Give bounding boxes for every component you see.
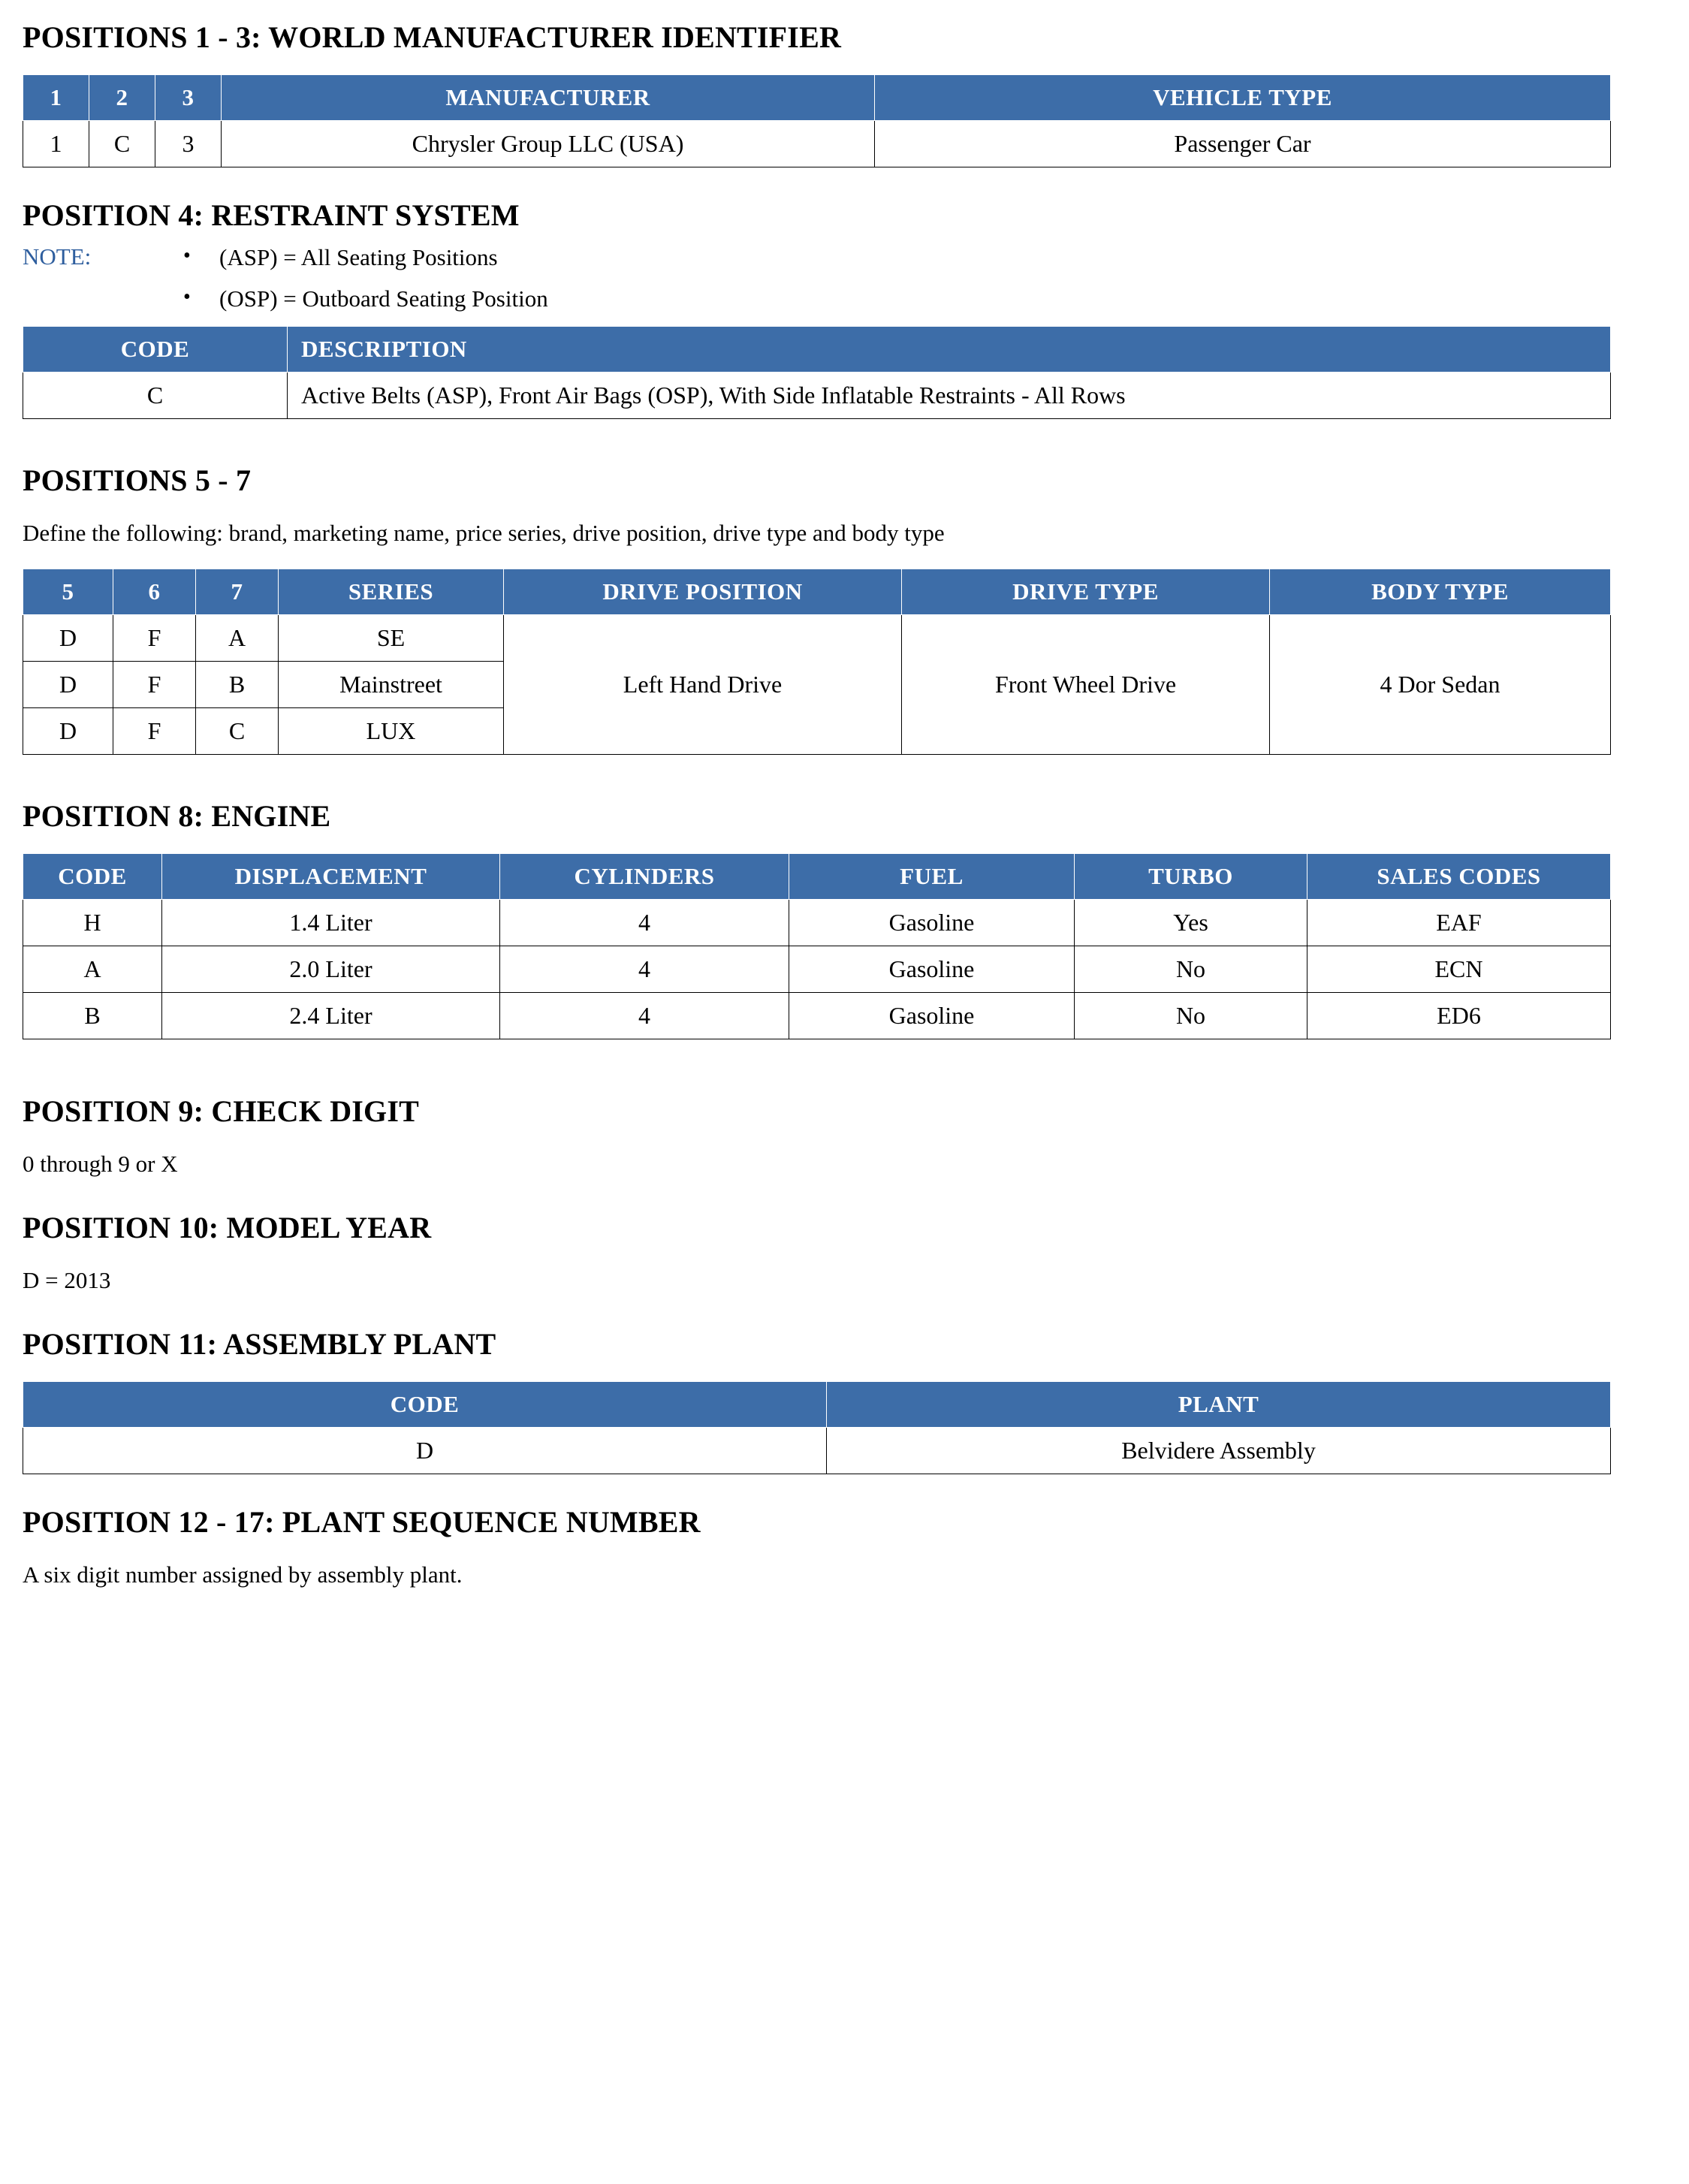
- cell-turbo: No: [1075, 993, 1307, 1039]
- column-header-cylinders: CYLINDERS: [500, 854, 789, 900]
- cell-manufacturer: Chrysler Group LLC (USA): [222, 121, 875, 167]
- section-title-check-digit: POSITION 9: CHECK DIGIT: [23, 1094, 420, 1129]
- cell-code: A: [23, 946, 162, 993]
- table-header-row: [23, 854, 1611, 900]
- section-title-model-year: POSITION 10: MODEL YEAR: [23, 1211, 432, 1245]
- cell-turbo: Yes: [1075, 900, 1307, 946]
- column-header-pos2: 2: [89, 75, 155, 121]
- cell-displacement: 2.0 Liter: [162, 946, 500, 993]
- cell-pos2: C: [89, 121, 155, 167]
- cell-series: SE: [279, 615, 504, 662]
- section-title-wmi: POSITIONS 1 - 3: WORLD MANUFACTURER IDENTIFIER: [23, 20, 842, 54]
- cell-code: H: [23, 900, 162, 946]
- model-year-text: D = 2013: [23, 1267, 111, 1294]
- cell-drive-position: Left Hand Drive: [504, 615, 902, 755]
- cell-sales-codes: EAF: [1307, 900, 1611, 946]
- section-title-positions-5-7: POSITIONS 5 - 7: [23, 463, 252, 498]
- check-digit-text: 0 through 9 or X: [23, 1151, 178, 1178]
- cell-body-type: 4 Dor Sedan: [1270, 615, 1611, 755]
- bullet-icon: •: [183, 244, 191, 267]
- cell-series: Mainstreet: [279, 662, 504, 708]
- cell-cylinders: 4: [500, 993, 789, 1039]
- table-header-row: [23, 569, 1611, 615]
- column-header-displacement: DISPLACEMENT: [162, 854, 500, 900]
- column-header-drive-position: DRIVE POSITION: [504, 569, 902, 615]
- column-header-fuel: FUEL: [789, 854, 1075, 900]
- table-row: [23, 373, 1611, 419]
- note-text-asp: (ASP) = All Seating Positions: [219, 244, 498, 270]
- column-header-pos1: 1: [23, 75, 89, 121]
- cell-sales-codes: ED6: [1307, 993, 1611, 1039]
- table-header-row: [23, 75, 1611, 121]
- cell-fuel: Gasoline: [789, 946, 1075, 993]
- cell-pos7: A: [196, 615, 279, 662]
- column-header-turbo: TURBO: [1075, 854, 1307, 900]
- cell-fuel: Gasoline: [789, 900, 1075, 946]
- restraint-note: [23, 243, 1611, 326]
- note-bullet-list: [173, 243, 1611, 326]
- cell-code: D: [23, 1427, 827, 1474]
- assembly-plant-table: [23, 1381, 1611, 1474]
- positions-5-7-table: [23, 569, 1611, 755]
- table-row: [23, 946, 1611, 993]
- cell-pos1: 1: [23, 121, 89, 167]
- cell-code: C: [23, 373, 288, 419]
- restraint-table: [23, 326, 1611, 419]
- engine-table: [23, 853, 1611, 1039]
- list-item: [173, 285, 1611, 312]
- table-header-row: [23, 1381, 1611, 1427]
- section-title-assembly-plant: POSITION 11: ASSEMBLY PLANT: [23, 1326, 496, 1361]
- positions-5-7-description: Define the following: brand, marketing name, price series, drive position, drive type and body type: [23, 520, 945, 547]
- section-title-plant-sequence: POSITION 12 - 17: PLANT SEQUENCE NUMBER: [23, 1504, 701, 1539]
- column-header-plant: PLANT: [827, 1381, 1611, 1427]
- cell-code: B: [23, 993, 162, 1039]
- table-row: [23, 900, 1611, 946]
- column-header-sales-codes: SALES CODES: [1307, 854, 1611, 900]
- column-header-pos6: 6: [113, 569, 196, 615]
- cell-pos5: D: [23, 708, 113, 755]
- cell-pos5: D: [23, 662, 113, 708]
- cell-pos7: C: [196, 708, 279, 755]
- cell-displacement: 1.4 Liter: [162, 900, 500, 946]
- column-header-pos3: 3: [155, 75, 222, 121]
- cell-pos6: F: [113, 615, 196, 662]
- column-header-pos7: 7: [196, 569, 279, 615]
- table-row: [23, 1427, 1611, 1474]
- column-header-code: CODE: [23, 1381, 827, 1427]
- note-label: NOTE:: [23, 243, 92, 270]
- cell-cylinders: 4: [500, 900, 789, 946]
- plant-sequence-text: A six digit number assigned by assembly plant.: [23, 1561, 463, 1588]
- cell-fuel: Gasoline: [789, 993, 1075, 1039]
- cell-plant: Belvidere Assembly: [827, 1427, 1611, 1474]
- column-header-description: DESCRIPTION: [288, 327, 1611, 373]
- list-item: [173, 243, 1611, 271]
- cell-sales-codes: ECN: [1307, 946, 1611, 993]
- wmi-table: [23, 74, 1611, 167]
- column-header-vehicle-type: VEHICLE TYPE: [875, 75, 1611, 121]
- cell-description: Active Belts (ASP), Front Air Bags (OSP), With Side Inflatable Restraints - All Rows: [288, 373, 1611, 419]
- table-row: [23, 121, 1611, 167]
- bullet-icon: •: [183, 285, 191, 309]
- column-header-manufacturer: MANUFACTURER: [222, 75, 875, 121]
- table-row: [23, 615, 1611, 662]
- cell-pos6: F: [113, 662, 196, 708]
- section-title-restraint: POSITION 4: RESTRAINT SYSTEM: [23, 198, 520, 232]
- table-row: [23, 993, 1611, 1039]
- cell-vehicle-type: Passenger Car: [875, 121, 1611, 167]
- column-header-drive-type: DRIVE TYPE: [902, 569, 1270, 615]
- cell-pos3: 3: [155, 121, 222, 167]
- section-title-engine: POSITION 8: ENGINE: [23, 799, 331, 834]
- cell-series: LUX: [279, 708, 504, 755]
- column-header-code: CODE: [23, 854, 162, 900]
- table-header-row: [23, 327, 1611, 373]
- cell-cylinders: 4: [500, 946, 789, 993]
- cell-drive-type: Front Wheel Drive: [902, 615, 1270, 755]
- column-header-series: SERIES: [279, 569, 504, 615]
- cell-pos5: D: [23, 615, 113, 662]
- column-header-body-type: BODY TYPE: [1270, 569, 1611, 615]
- column-header-code: CODE: [23, 327, 288, 373]
- cell-displacement: 2.4 Liter: [162, 993, 500, 1039]
- cell-pos7: B: [196, 662, 279, 708]
- column-header-pos5: 5: [23, 569, 113, 615]
- cell-turbo: No: [1075, 946, 1307, 993]
- note-text-osp: (OSP) = Outboard Seating Position: [219, 285, 548, 312]
- cell-pos6: F: [113, 708, 196, 755]
